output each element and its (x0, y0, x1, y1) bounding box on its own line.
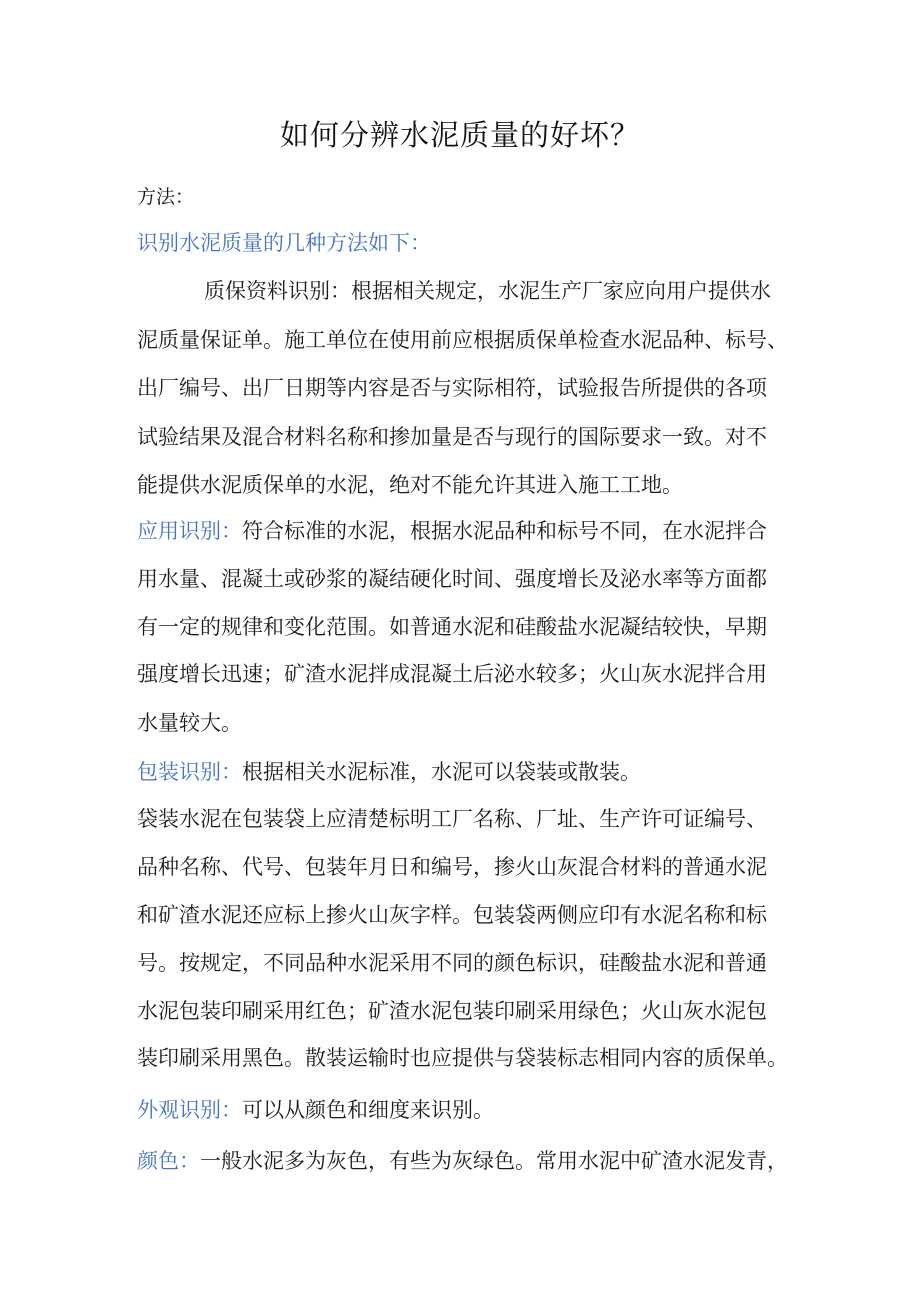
application-line-4: 强度增长迅速；矿渣水泥拌成混凝土后泌水较多；火山灰水泥拌合用 (137, 662, 767, 686)
packaging-line-6: 水泥包装印刷采用红色；矿渣水泥包装印刷采用绿色；火山灰水泥包 (137, 999, 767, 1023)
color-label: 颜色： (137, 1149, 200, 1173)
appearance-label: 外观识别： (137, 1098, 242, 1122)
application-line-1: 符合标准的水泥，根据水泥品种和标号不同，在水泥拌合 (242, 519, 767, 543)
method-label: 方法： (137, 186, 195, 208)
packaging-paragraph-start (137, 762, 641, 783)
packaging-line-7: 装印刷采用黑色。散装运输时也应提供与袋装标志相同内容的质保单。 (137, 1046, 788, 1070)
packaging-label: 包装识别： (137, 760, 242, 784)
application-line-3: 有一定的规律和变化范围。如普通水泥和硅酸盐水泥凝结较快，早期 (137, 615, 767, 639)
packaging-line-1: 根据相关水泥标准，水泥可以袋装或散装。 (242, 760, 641, 784)
color-line-1: 一般水泥多为灰色，有些为灰绿色。常用水泥中矿渣水泥发青， (200, 1149, 788, 1173)
quality-docs-line-4: 试验结果及混合材料名称和掺加量是否与现行的国际要求一致。对不 (137, 425, 767, 449)
application-label: 应用识别： (137, 519, 242, 543)
application-line-2: 用水量、混凝土或砂浆的凝结硬化时间、强度增长及泌水率等方面都 (137, 567, 767, 591)
appearance-line-1: 可以从颜色和细度来识别。 (242, 1098, 494, 1122)
page-title: 如何分辨水泥质量的好坏？ (279, 118, 640, 152)
intro-heading: 识别水泥质量的几种方法如下： (137, 231, 431, 255)
quality-docs-line-5: 能提供水泥质保单的水泥，绝对不能允许其进入施工工地。 (137, 473, 683, 497)
quality-docs-line-2: 泥质量保证单。施工单位在使用前应根据质保单检查水泥品种、标号、 (137, 328, 788, 352)
packaging-line-3: 品种名称、代号、包装年月日和编号，掺火山灰混合材料的普通水泥 (137, 855, 767, 879)
packaging-line-4: 和矿渣水泥还应标上掺火山灰字样。包装袋两侧应印有水泥名称和标 (137, 903, 767, 927)
application-line-5: 水量较大。 (137, 711, 242, 735)
packaging-line-5: 号。按规定，不同品种水泥采用不同的颜色标识，硅酸盐水泥和普通 (137, 951, 767, 975)
quality-docs-line-1: 质保资料识别：根据相关规定，水泥生产厂家应向用户提供水 (204, 279, 771, 303)
packaging-line-2: 袋装水泥在包装袋上应清楚标明工厂名称、厂址、生产许可证编号、 (137, 807, 767, 831)
appearance-paragraph-start (137, 1100, 494, 1121)
application-paragraph-start (137, 521, 767, 542)
quality-docs-line-3: 出厂编号、出厂日期等内容是否与实际相符，试验报告所提供的各项 (137, 376, 767, 400)
color-paragraph-start (137, 1151, 788, 1172)
